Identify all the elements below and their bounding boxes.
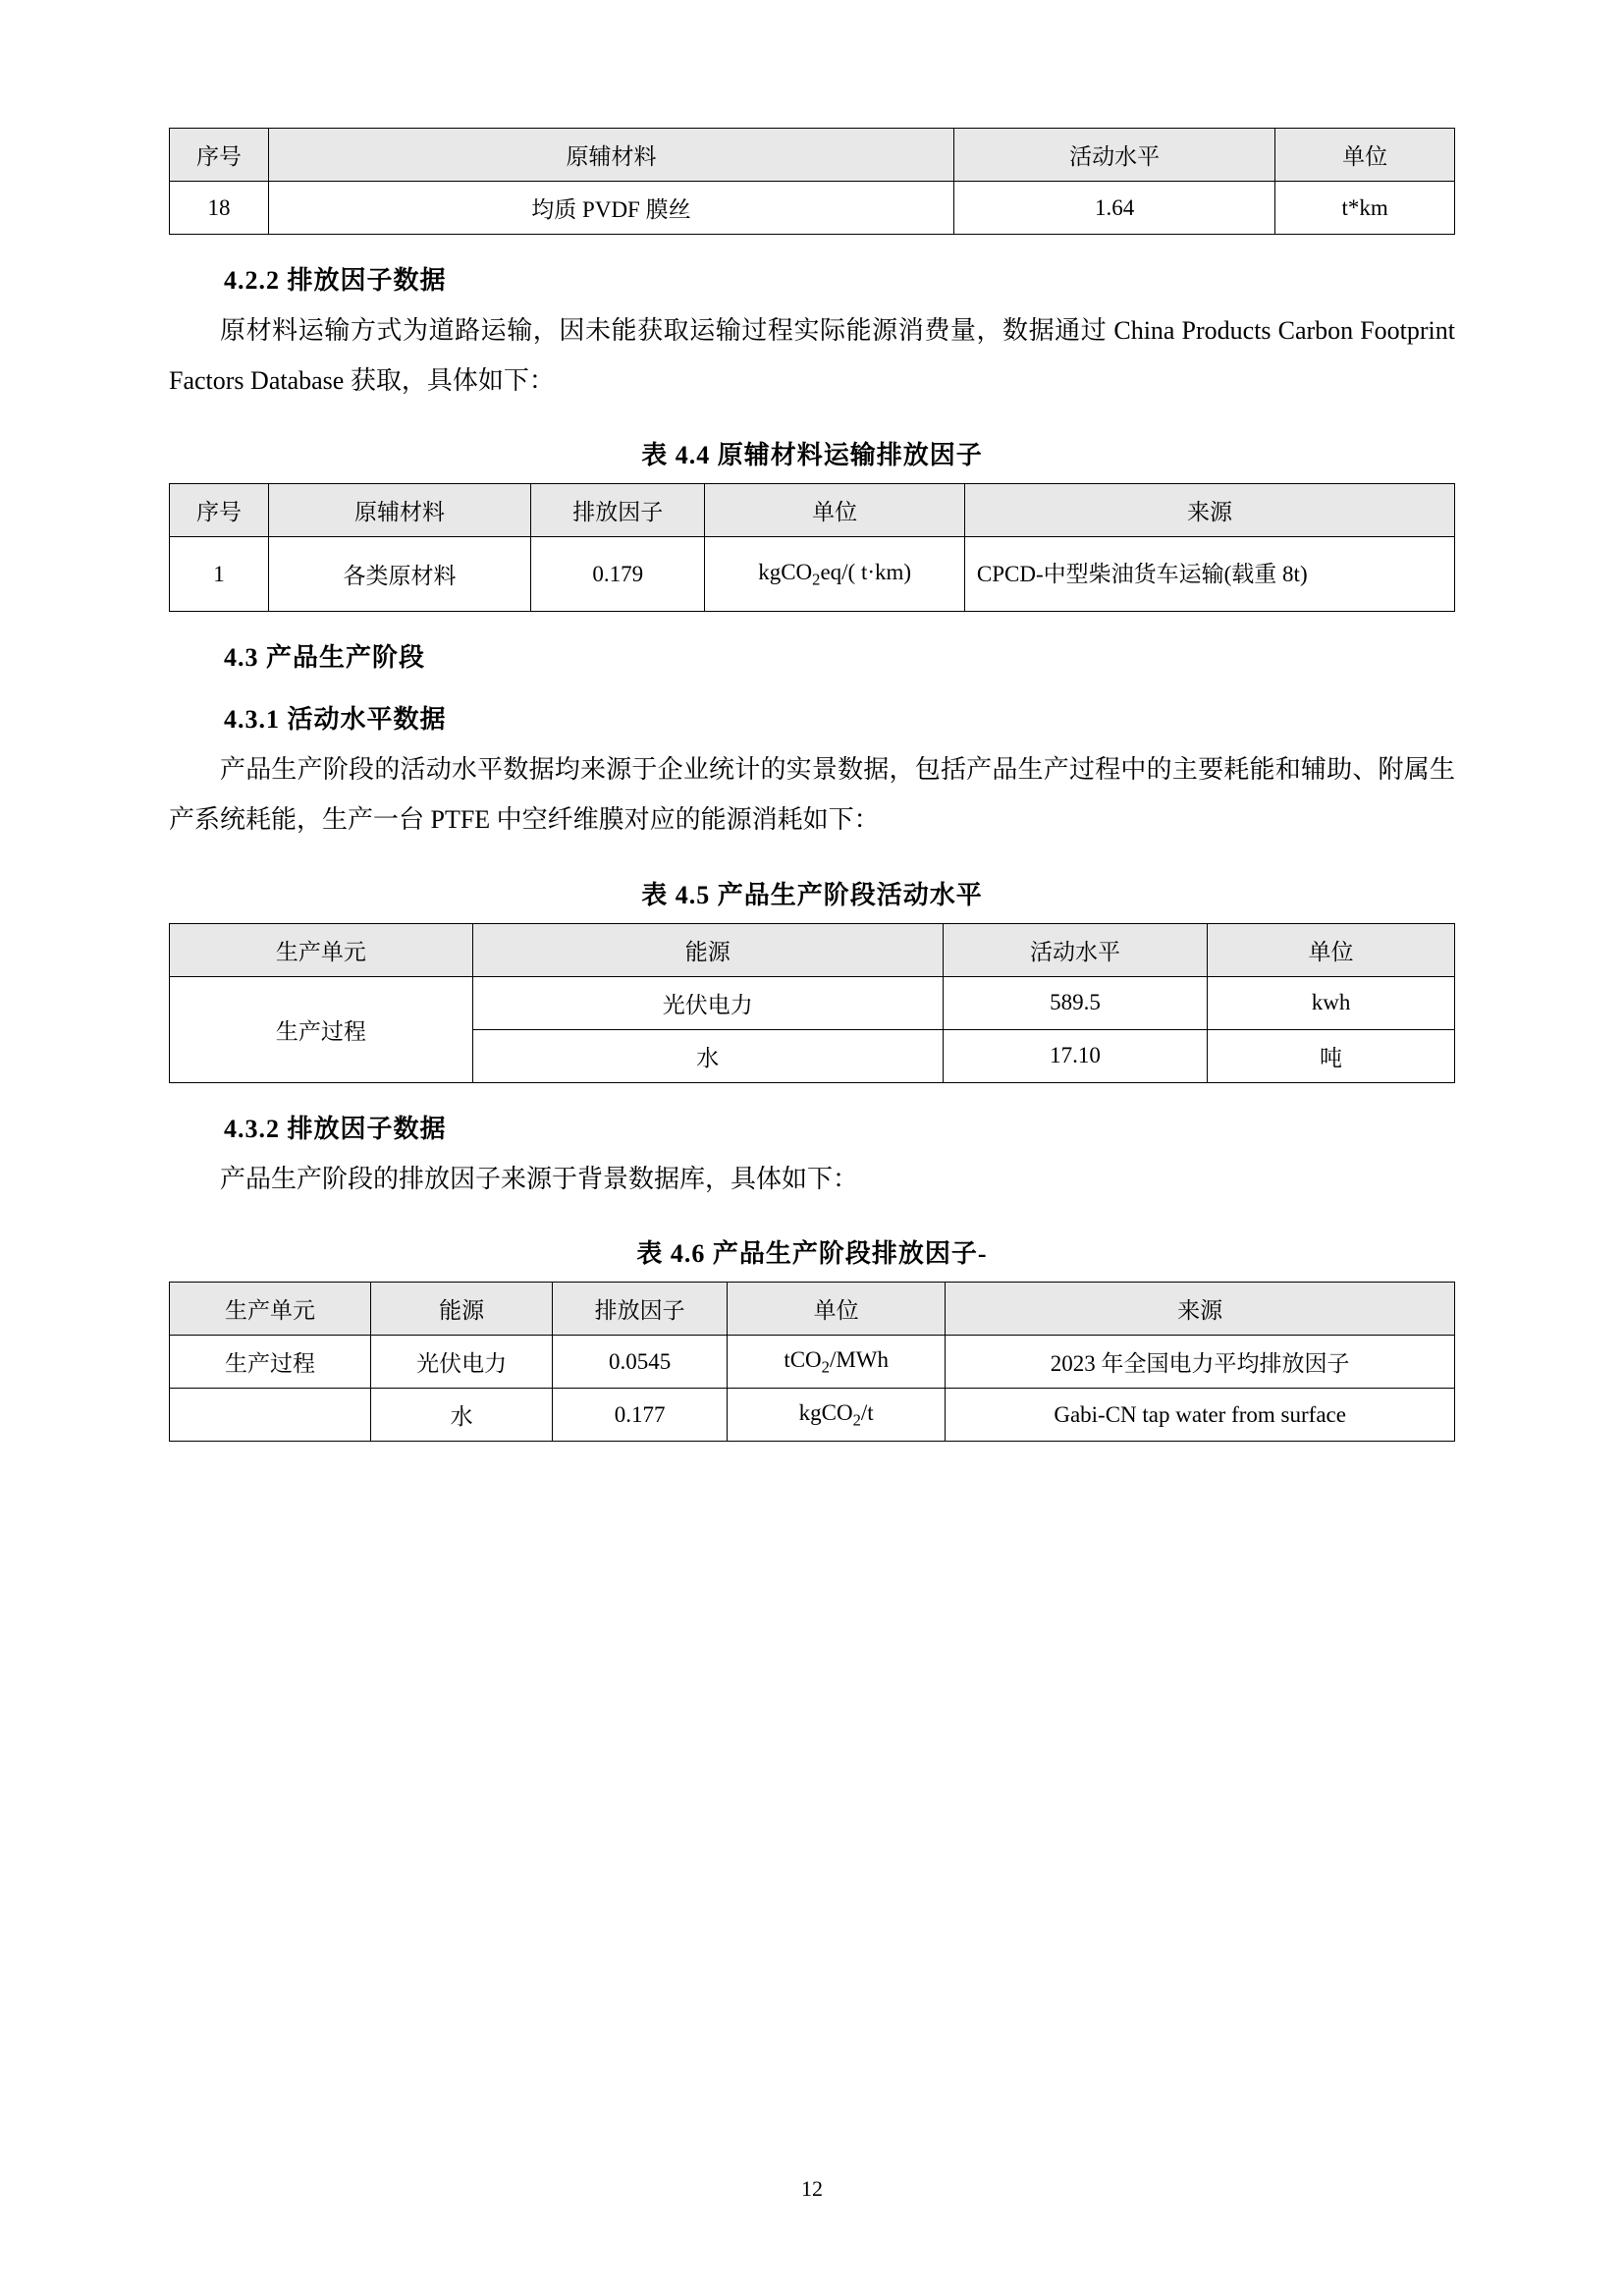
table-header-cell: 排放因子	[531, 484, 705, 537]
table-header-cell: 能源	[472, 923, 943, 976]
table-4-4-title: 表 4.4 原辅材料运输排放因子	[641, 441, 983, 470]
table-row	[170, 1336, 1455, 1389]
table-cell: 光伏电力	[472, 976, 943, 1029]
heading-4-3: 4.3 产品生产阶段	[224, 643, 426, 673]
table-cell-unit: kgCO$_2$/t	[728, 1389, 946, 1442]
table-header-cell: 生产单元	[170, 1283, 371, 1336]
table-cell: 1.64	[954, 182, 1275, 235]
table-row	[170, 537, 1455, 612]
table-4-6-title: 表 4.6 产品生产阶段排放因子-	[636, 1239, 988, 1269]
table-header-cell: 单位	[705, 484, 965, 537]
table-row	[170, 182, 1455, 235]
table-cell: 589.5	[943, 976, 1207, 1029]
table-cell-unit: tCO$_2$/MWh	[728, 1336, 946, 1389]
table-cell: 0.177	[553, 1389, 728, 1442]
table-cell: 各类原材料	[268, 537, 530, 612]
table-header-cell: 来源	[946, 1283, 1455, 1336]
table-4-5-title: 表 4.5 产品生产阶段活动水平	[641, 880, 983, 909]
table-header-cell: 序号	[170, 484, 269, 537]
heading-4-3-1: 4.3.1 活动水平数据	[224, 705, 447, 735]
table-cell	[170, 1389, 371, 1442]
paragraph-4-3-2: 产品生产阶段的排放因子来源于背景数据库，具体如下：	[220, 1164, 859, 1193]
table-header-row	[170, 484, 1455, 537]
table-header-cell: 序号	[170, 129, 269, 182]
table-header-cell: 能源	[370, 1283, 552, 1336]
page-number: 12	[801, 2176, 823, 2201]
table-header-cell: 单位	[728, 1283, 946, 1336]
table-header-cell: 来源	[964, 484, 1454, 537]
table-cell: 0.0545	[553, 1336, 728, 1389]
table-cell: 水	[472, 1029, 943, 1082]
table-cell: 0.179	[531, 537, 705, 612]
paragraph-4-2-2: 原材料运输方式为道路运输，因未能获取运输过程实际能源消费量，数据通过 China Products Carbon Footprint Factors Database 获取，具体如下：	[169, 316, 1455, 395]
table-cell: 光伏电力	[370, 1336, 552, 1389]
table-cell: kwh	[1208, 976, 1455, 1029]
table-header-cell: 原辅材料	[268, 129, 953, 182]
table-cell: 18	[170, 182, 269, 235]
table-header-row	[170, 129, 1455, 182]
table-cell: 吨	[1208, 1029, 1455, 1082]
table-cell-source: CPCD-中型柴油货车运输(载重 8t)	[964, 537, 1454, 612]
table-top	[169, 128, 1455, 235]
table-cell: t*km	[1275, 182, 1455, 235]
table-cell: 1	[170, 537, 269, 612]
table-cell-source: Gabi-CN tap water from surface	[946, 1389, 1455, 1442]
table-header-row	[170, 923, 1455, 976]
table-header-cell: 原辅材料	[268, 484, 530, 537]
table-header-cell: 生产单元	[170, 923, 473, 976]
table-cell-source: 2023 年全国电力平均排放因子	[946, 1336, 1455, 1389]
table-4-6	[169, 1282, 1455, 1442]
table-header-cell: 排放因子	[553, 1283, 728, 1336]
table-cell: 17.10	[943, 1029, 1207, 1082]
heading-4-3-2: 4.3.2 排放因子数据	[224, 1114, 447, 1143]
table-header-row	[170, 1283, 1455, 1336]
paragraph-4-3-1: 产品生产阶段的活动水平数据均来源于企业统计的实景数据，包括产品生产过程中的主要耗能和辅助、附属生产系统耗能，生产一台 PTFE 中空纤维膜对应的能源消耗如下：	[169, 755, 1455, 835]
table-4-5	[169, 923, 1455, 1083]
table-raw-material-transport-activity	[169, 128, 1455, 235]
table-header-cell: 单位	[1275, 129, 1455, 182]
table-cell-unit-label: 生产过程	[170, 976, 473, 1082]
table-cell: 水	[370, 1389, 552, 1442]
heading-4-2-2: 4.2.2 排放因子数据	[224, 266, 447, 295]
table-row	[170, 976, 1455, 1029]
table-cell-unit: kgCO$_2$eq/( t·km)	[705, 537, 965, 612]
table-cell: 均质 PVDF 膜丝	[268, 182, 953, 235]
table-header-cell: 单位	[1208, 923, 1455, 976]
table-header-cell: 活动水平	[943, 923, 1207, 976]
table-row	[170, 1389, 1455, 1442]
table-cell: 生产过程	[170, 1336, 371, 1389]
table-header-cell: 活动水平	[954, 129, 1275, 182]
table-4-4	[169, 483, 1455, 612]
